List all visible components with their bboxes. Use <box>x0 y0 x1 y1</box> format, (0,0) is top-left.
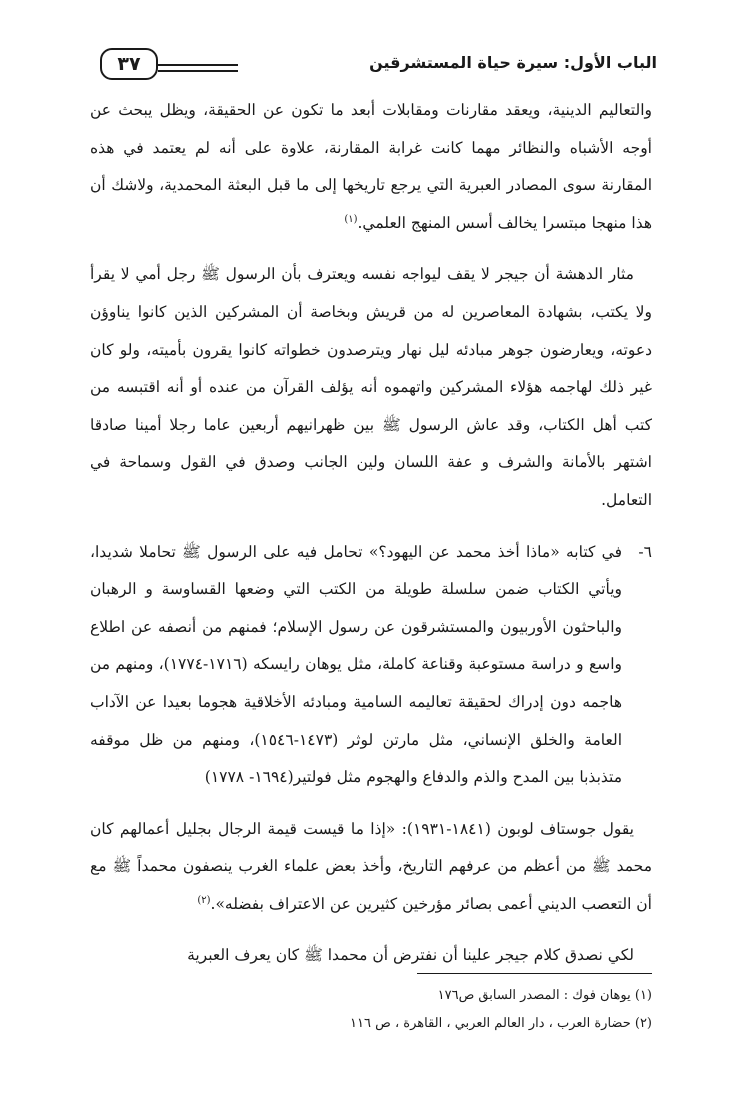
footnote-ref-2: (٢) <box>197 894 211 906</box>
main-text <box>90 92 652 989</box>
paragraph-1 <box>90 92 652 242</box>
page-number: ٣٧ <box>100 48 158 80</box>
running-title: الباب الأول: سيرة حياة المستشرقين <box>369 53 657 72</box>
paragraph-3-text: يقول جوستاف لوبون (١٨٤١-١٩٣١): «إذا ما قيست قيمة الرجال بجليل أعمالهم كان محمد ﷺ من أعظم من عرفهم التاريخ، وأخذ بعض علماء الغرب ينصفون محمداً ﷺ مع أن التعصب الديني أعمى بصائر مؤرخين كثيرين عن الاعتراف بفضله». <box>90 819 652 913</box>
list-item-number: ٦- <box>638 542 652 561</box>
paragraph-3 <box>90 811 652 924</box>
header-rule-bottom <box>158 70 238 72</box>
paragraph-4: لكي نصدق كلام جيجر علينا أن نفترض أن محمدا ﷺ كان يعرف العبرية <box>187 946 634 965</box>
header-rule-top <box>158 64 238 66</box>
footnote-2: (٢) حضارة العرب ، دار العالم العربي ، القاهرة ، ص ١١٦ <box>350 1016 652 1031</box>
footnote-1: (١) يوهان فوك : المصدر السابق ص١٧٦ <box>437 988 652 1003</box>
paragraph-2: مثار الدهشة أن جيجر لا يقف ليواجه نفسه ويعترف بأن الرسول ﷺ رجل أمي لا يقرأ ولا يكتب، بشهادة المعاصرين له من قريش وبخاصة أن المشركين الذين كانوا يناوؤن دعوته، ويعارضون جوهر مبادئه ليل نهار ويترصدون خطواته كانوا يقرون بأميته، ولو كان غير ذلك لهاجمه هؤلاء المشركين واتهموه أنه يؤلف القرآن من عنده أو أنه اقتبسه من كتب أهل الكتاب، وقد عاش الرسول ﷺ بين ظهرانيهم أربعين عاما رجلا أمينا صادقا اشتهر بالأمانة والشرف و عفة اللسان ولين الجانب وصدق في القول وسماحة في التعامل. <box>90 265 652 509</box>
list-item-6 <box>90 534 652 797</box>
footnote-ref-1: (١) <box>344 213 358 225</box>
footnotes <box>92 982 652 1038</box>
list-item-text: في كتابه «ماذا أخذ محمد عن اليهود؟» تحامل فيه على الرسول ﷺ تحاملا شديدا، ويأتي الكتاب ضمن سلسلة طويلة من الكتب التي وضعها القساوسة و الرهبان والباحثون الأوربيون والمستشرقون عن رسول الإسلام؛ فمنهم من أنصفه عن اطلاع واسع و دراسة مستوعبة وقناعة كاملة، مثل يوهان رايسكه (١٧١٦-١٧٧٤)، ومنهم من هاجمه دون إدراك لحقيقة تعاليمه السامية ومبادئه الأخلاقية هجوما بعيدا عن الآداب العامة والخلق الإنساني، مثل مارتن لوثر (١٤٧٣-١٥٤٦)، ومنهم من ظل موقفه متذبذبا بين المدح والذم والدفاع والهجوم مثل فولتير(١٦٩٤- ١٧٧٨) <box>90 542 622 787</box>
paragraph-1-text: والتعاليم الدينية، ويعقد مقارنات ومقابلات أبعد ما تكون عن الحقيقة، ويظل يبحث عن أوجه الأشباه والنظائر مهما كانت غرابة المقارنة، علاوة على أنه لم يعتمد في هذه المقارنة سوى المصادر العبرية التي يرجع تاريخها إلى ما قبل البعثة المحمدية، ولاشك أن هذا منهجا مبتسرا يخالف أسس المنهج العلمي. <box>90 101 652 232</box>
footnote-divider <box>417 973 652 974</box>
